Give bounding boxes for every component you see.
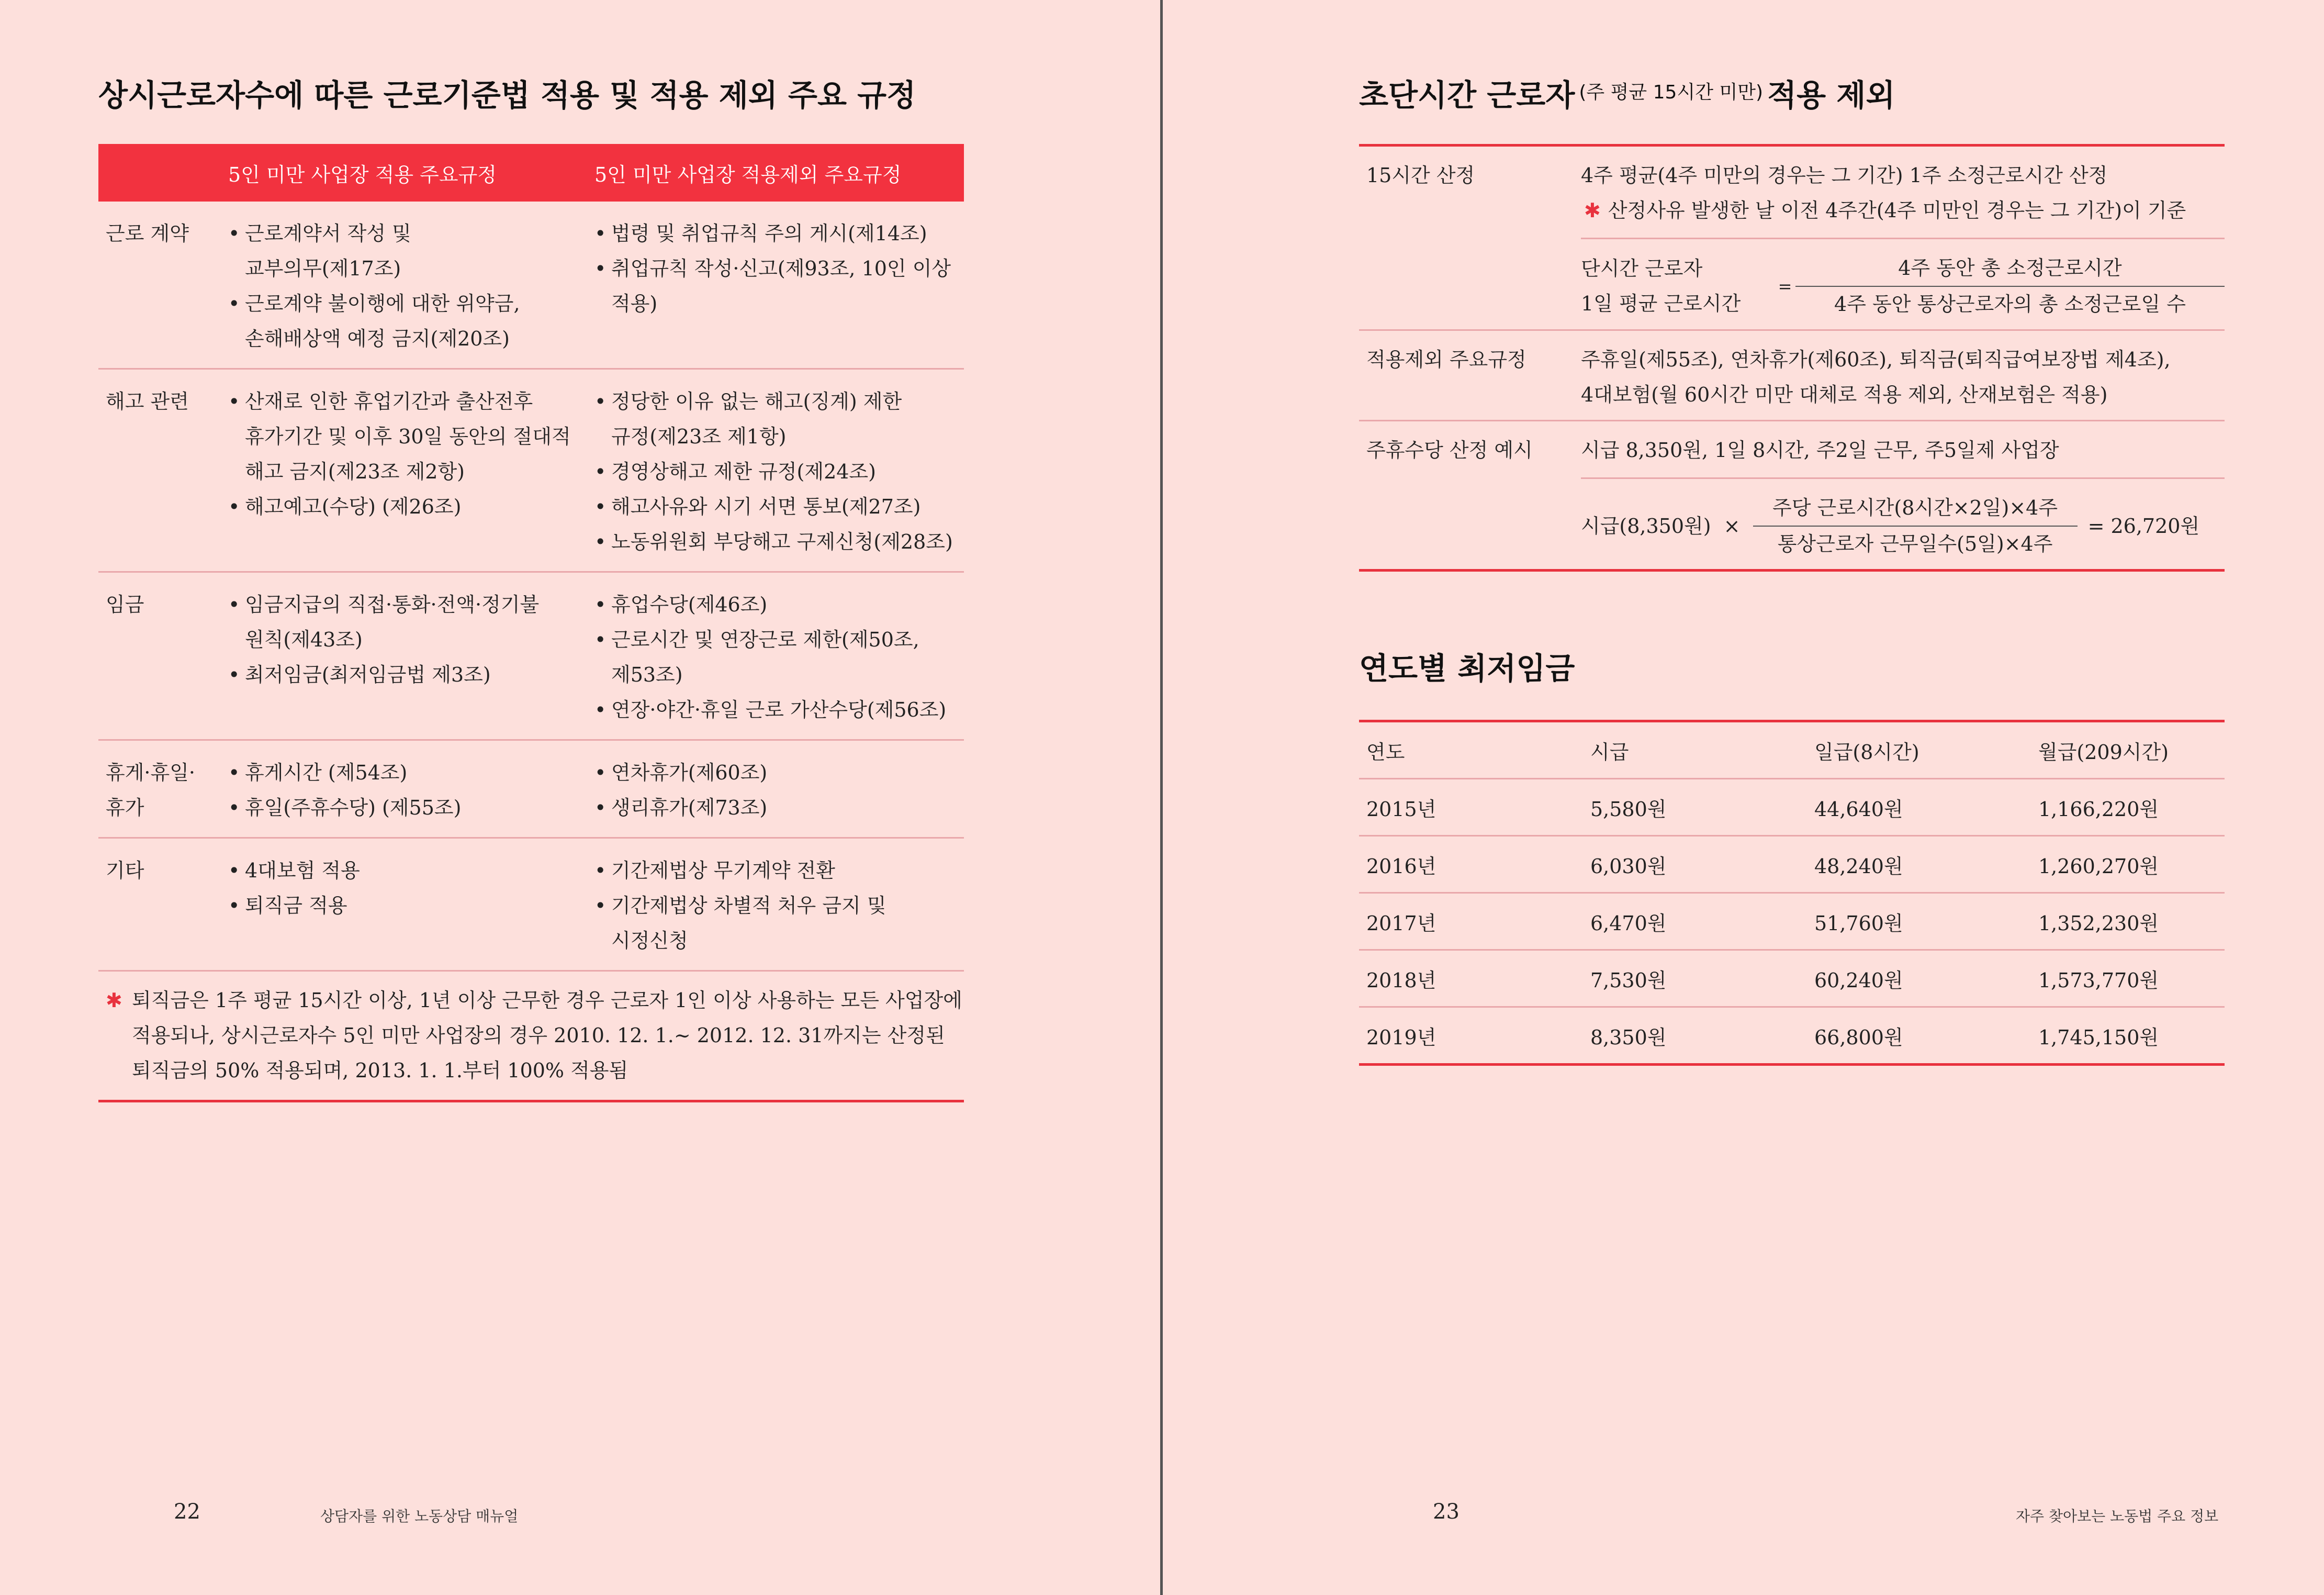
table-cell: 1,573,770원 bbox=[2031, 950, 2225, 1007]
table-cell: 7,530원 bbox=[1583, 950, 1807, 1007]
list-item-line: 시정신청 bbox=[611, 929, 688, 952]
list-item-line: • 해고사유와 시기 서면 통보(제27조) bbox=[611, 495, 921, 518]
formula-hours bbox=[1581, 238, 2225, 322]
list-item-line: • 근로계약서 작성 및 bbox=[245, 222, 411, 245]
list-item bbox=[594, 587, 964, 622]
list-item bbox=[228, 790, 594, 826]
asterisk-icon: ✱ bbox=[1584, 199, 1601, 222]
table-cell: 5,580원 bbox=[1583, 779, 1807, 836]
formula-left: 시급(8,350원) bbox=[1581, 514, 1711, 538]
excluded-cell bbox=[594, 369, 964, 572]
table-cell: 48,240원 bbox=[1807, 836, 2031, 893]
category-cell bbox=[98, 202, 228, 369]
table-cell: 1,260,270원 bbox=[2031, 836, 2225, 893]
page-footer: 자주 찾아보는 노동법 주요 정보 bbox=[2016, 1508, 2219, 1525]
table-row bbox=[98, 202, 964, 369]
list-item-line: • 연차휴가(제60조) bbox=[611, 761, 768, 784]
table-row bbox=[98, 369, 964, 572]
row-text: 4주 평균(4주 미만의 경우는 그 기간) 1주 소정근로시간 산정 bbox=[1581, 164, 2108, 187]
table-row bbox=[1359, 146, 2225, 330]
short-time-worker-title: 초단시간 근로자 $^{(주 평균 15시간 미만)}$ 적용 제외 bbox=[1359, 77, 1895, 113]
list-item bbox=[594, 251, 964, 321]
list-item bbox=[594, 888, 964, 958]
column-header: 월급(209시간) bbox=[2031, 721, 2225, 779]
row-text: 주휴일(제55조), 연차휴가(제60조), 퇴직금(퇴직급여보장법 제4조), bbox=[1581, 348, 2171, 371]
row-label: 주휴수당 산정 예시 bbox=[1366, 439, 1533, 462]
list-item-line: 원칙(제43조) bbox=[245, 628, 363, 651]
list-item bbox=[228, 286, 594, 356]
page-number: 22 bbox=[174, 1500, 200, 1524]
bullet-list bbox=[228, 587, 594, 693]
list-item bbox=[594, 454, 964, 489]
bullet-list bbox=[228, 853, 594, 923]
table-cell: 2019년 bbox=[1366, 1025, 1436, 1049]
bullet-list bbox=[594, 853, 964, 958]
title-superscript: (주 평균 15시간 미만) bbox=[1579, 82, 1764, 103]
list-item-line: • 근로계약 불이행에 대한 위약금, bbox=[245, 292, 520, 315]
left-page bbox=[0, 0, 1160, 1595]
list-item bbox=[228, 755, 594, 790]
bullet-list bbox=[594, 755, 964, 826]
row-text: 4대보험(월 60시간 미만 대체로 적용 제외, 산재보험은 적용) bbox=[1581, 383, 2108, 406]
table-row bbox=[1359, 836, 2225, 893]
bullet-list bbox=[228, 755, 594, 826]
list-item bbox=[228, 216, 594, 286]
note-line: 퇴직금의 50% 적용되며, 2013. 1. 1.부터 100% 적용됨 bbox=[132, 1059, 628, 1082]
table-cell: 6,470원 bbox=[1583, 893, 1807, 950]
excluded-cell bbox=[594, 740, 964, 838]
list-item bbox=[228, 384, 594, 489]
list-item-line: 적용) bbox=[611, 292, 658, 315]
times-sign: × bbox=[1723, 514, 1741, 538]
formula-fraction bbox=[1753, 490, 2078, 562]
bullet-list bbox=[228, 384, 594, 525]
note-line: 퇴직금은 1주 평균 15시간 이상, 1년 이상 근무한 경우 근로자 1인 이상 사용하는 모든 사업장에 bbox=[132, 989, 962, 1012]
table-header-row bbox=[98, 144, 964, 202]
list-item bbox=[594, 384, 964, 454]
row-text: 시급 8,350원, 1일 8시간, 주2일 근무, 주5일제 사업장 bbox=[1581, 439, 2059, 462]
table-row bbox=[1359, 779, 2225, 836]
row-text: 산정사유 발생한 날 이전 4주간(4주 미만인 경우는 그 기간)이 기준 bbox=[1608, 199, 2186, 222]
formula-weekly-pay bbox=[1581, 477, 2225, 562]
list-item-line: • 퇴직금 적용 bbox=[245, 894, 347, 917]
list-item-line: • 정당한 이유 없는 해고(징계) 제한 bbox=[611, 390, 902, 413]
header-blank bbox=[98, 144, 228, 202]
table-row bbox=[98, 838, 964, 971]
list-item bbox=[228, 888, 594, 923]
fraction-denominator: 통상근로자 근무일수(5일)×4주 bbox=[1777, 532, 2053, 555]
list-item-line: 손해배상액 예정 금지(제20조) bbox=[245, 327, 510, 350]
table-cell: 1,352,230원 bbox=[2031, 893, 2225, 950]
applicable-cell bbox=[228, 202, 594, 369]
note-line: 적용되나, 상시근로자수 5인 미만 사업장의 경우 2010. 12. 1.~ 2012. 12. 31까지는 산정된 bbox=[132, 1024, 945, 1047]
list-item-line: • 산재로 인한 휴업기간과 출산전후 bbox=[245, 390, 533, 413]
list-item-line: • 법령 및 취업규칙 주의 게시(제14조) bbox=[611, 222, 927, 245]
list-item-line: • 기간제법상 무기계약 전환 bbox=[611, 859, 835, 882]
category-label: 휴게·휴일· bbox=[106, 761, 195, 784]
table-cell: 66,800원 bbox=[1814, 1025, 1903, 1049]
category-label: 임금 bbox=[106, 593, 144, 616]
list-item-line: • 생리휴가(제73조) bbox=[611, 796, 768, 819]
category-cell bbox=[98, 369, 228, 572]
formula-fraction bbox=[1795, 251, 2225, 322]
category-cell bbox=[98, 838, 228, 971]
note-row bbox=[98, 971, 964, 1101]
category-label: 휴가 bbox=[106, 796, 144, 819]
header-excluded: 5인 미만 사업장 적용제외 주요규정 bbox=[594, 144, 964, 202]
excluded-cell bbox=[594, 202, 964, 369]
table-cell: 2015년 bbox=[1359, 779, 1583, 836]
asterisk-icon: ✱ bbox=[106, 989, 122, 1012]
list-item-line: 교부의무(제17조) bbox=[245, 257, 401, 280]
list-item bbox=[594, 790, 964, 826]
list-item bbox=[594, 755, 964, 790]
excluded-cell bbox=[594, 838, 964, 971]
table-cell: 8,350원 bbox=[1590, 1025, 1667, 1049]
bullet-list bbox=[228, 216, 594, 356]
list-item-line: • 휴업수당(제46조) bbox=[611, 593, 768, 616]
list-item bbox=[594, 525, 964, 560]
list-item bbox=[594, 622, 964, 693]
page-number: 23 bbox=[1433, 1500, 1459, 1524]
list-item bbox=[594, 489, 964, 525]
minimum-wage-title: 연도별 최저임금 bbox=[1359, 651, 1575, 686]
bullet-list bbox=[594, 216, 964, 321]
header-applicable: 5인 미만 사업장 적용 주요규정 bbox=[228, 144, 594, 202]
wage-header-row bbox=[1359, 721, 2225, 779]
category-cell bbox=[98, 572, 228, 740]
list-item-line: • 해고예고(수당) (제26조) bbox=[245, 495, 462, 518]
list-item bbox=[228, 489, 594, 525]
table-cell: 2018년 bbox=[1359, 950, 1583, 1007]
table-cell: 60,240원 bbox=[1807, 950, 2031, 1007]
table-row bbox=[1359, 330, 2225, 421]
list-item-line: • 노동위원회 부당해고 구제신청(제28조) bbox=[611, 530, 953, 553]
short-time-worker-table bbox=[1359, 144, 2225, 572]
table-row bbox=[98, 572, 964, 740]
list-item bbox=[228, 587, 594, 657]
applicable-cell bbox=[228, 740, 594, 838]
list-item-line: • 기간제법상 차별적 처우 금지 및 bbox=[611, 894, 886, 917]
column-header: 연도 bbox=[1359, 721, 1583, 779]
fraction-numerator: 4주 동안 총 소정근로시간 bbox=[1795, 251, 2225, 287]
formula-result: = 26,720원 bbox=[2087, 514, 2200, 538]
table-cell: 2017년 bbox=[1359, 893, 1583, 950]
column-header: 시급 bbox=[1583, 721, 1807, 779]
table-row bbox=[1359, 421, 2225, 571]
list-item bbox=[594, 216, 964, 251]
table-row bbox=[1359, 1007, 2225, 1065]
list-item-line: 규정(제23조 제1항) bbox=[611, 425, 787, 448]
table-cell: 1,745,150원 bbox=[2038, 1025, 2159, 1049]
equals-sign: = bbox=[1778, 276, 1792, 296]
retirement-pay-note bbox=[106, 983, 964, 1088]
table-cell: 44,640원 bbox=[1807, 779, 2031, 836]
list-item-line: 제53조) bbox=[611, 663, 683, 686]
applicable-cell bbox=[228, 838, 594, 971]
minimum-wage-table bbox=[1359, 720, 2225, 1066]
list-item bbox=[594, 853, 964, 888]
column-header: 일급(8시간) bbox=[1807, 721, 2031, 779]
row-label: 적용제외 주요규정 bbox=[1359, 330, 1581, 421]
list-item-line: • 휴일(주휴수당) (제55조) bbox=[245, 796, 462, 819]
bullet-list bbox=[594, 587, 964, 728]
formula-left-top: 단시간 근로자 bbox=[1581, 257, 1703, 280]
list-item bbox=[228, 657, 594, 693]
table-row bbox=[1359, 893, 2225, 950]
list-item-line: • 근로시간 및 연장근로 제한(제50조, bbox=[611, 628, 919, 651]
table-cell: 2016년 bbox=[1359, 836, 1583, 893]
fraction-denominator: 4주 동안 통상근로자의 총 소정근로일 수 bbox=[1834, 293, 2186, 316]
category-label: 해고 관련 bbox=[106, 390, 189, 413]
list-item-line: • 휴게시간 (제54조) bbox=[245, 761, 408, 784]
excluded-cell bbox=[594, 572, 964, 740]
list-item-line: • 4대보험 적용 bbox=[245, 859, 360, 882]
category-cell bbox=[98, 740, 228, 838]
list-item bbox=[594, 693, 964, 728]
left-page-title: 상시근로자수에 따른 근로기준법 적용 및 적용 제외 주요 규정 bbox=[98, 77, 916, 113]
category-label: 기타 bbox=[106, 859, 144, 882]
page-footer: 상담자를 위한 노동상담 매뉴얼 bbox=[320, 1508, 519, 1525]
table-cell: 6,030원 bbox=[1583, 836, 1807, 893]
table-cell: 51,760원 bbox=[1807, 893, 2031, 950]
category-label: 근로 계약 bbox=[106, 222, 189, 245]
list-item-line: 해고 금지(제23조 제2항) bbox=[245, 460, 465, 483]
table-row bbox=[98, 740, 964, 838]
list-item-line: • 경영상해고 제한 규정(제24조) bbox=[611, 460, 876, 483]
labor-standards-table bbox=[98, 144, 964, 1102]
list-item-line: 휴가기간 및 이후 30일 동안의 절대적 bbox=[245, 425, 571, 448]
applicable-cell bbox=[228, 369, 594, 572]
list-item-line: • 취업규칙 작성·신고(제93조, 10인 이상 bbox=[611, 257, 951, 280]
list-item-line: • 임금지급의 직접·통화·전액·정기불 bbox=[245, 593, 540, 616]
fraction-numerator: 주당 근로시간(8시간×2일)×4주 bbox=[1753, 490, 2078, 527]
list-item-line: • 최저임금(최저임금법 제3조) bbox=[245, 663, 491, 686]
bullet-list bbox=[594, 384, 964, 560]
formula-left-bottom: 1일 평균 근로시간 bbox=[1581, 292, 1741, 315]
table-row bbox=[1359, 950, 2225, 1007]
table-cell: 1,166,220원 bbox=[2031, 779, 2225, 836]
list-item bbox=[228, 853, 594, 888]
applicable-cell bbox=[228, 572, 594, 740]
list-item-line: • 연장·야간·휴일 근로 가산수당(제56조) bbox=[611, 698, 947, 721]
row-label: 15시간 산정 bbox=[1359, 146, 1581, 330]
